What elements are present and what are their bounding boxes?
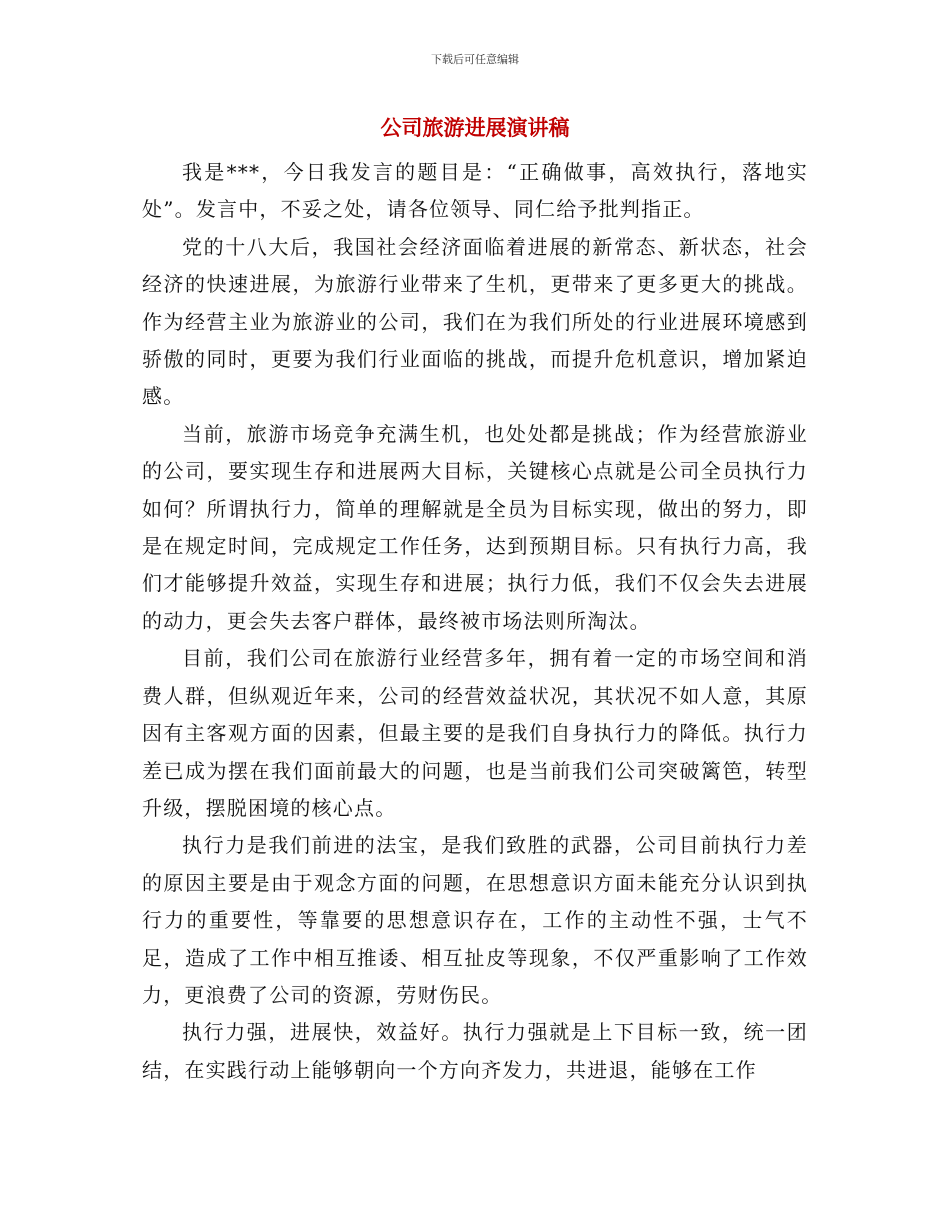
header-note: 下载后可任意编辑 [431,53,519,66]
document-title: 公司旅游进展演讲稿 [380,116,570,140]
paragraph: 我是***，今日我发言的题目是：“正确做事，高效执行，落地实处”。发言中，不妥之处，请各位领导、同仁给予批判指正。 [142,160,808,222]
paragraph: 当前，旅游市场竞争充满生机，也处处都是挑战；作为经营旅游业的公司，要实现生存和进展两大目标，关键核心点就是公司全员执行力如何？所谓执行力，简单的理解就是全员为目标实现，做出的努力，即是在规定时间，完成规定工作任务，达到预期目标。只有执行力高，我们才能够提升效益，实现生存和进展；执行力低，我们不仅会失去进展的动力，更会失去客户群体，最终被市场法则所淘汰。 [142,421,808,633]
paragraph: 党的十八大后，我国社会经济面临着进展的新常态、新状态，社会经济的快速进展，为旅游行业带来了生机，更带来了更多更大的挑战。作为经营主业为旅游业的公司，我们在为我们所处的行业进展环境感到骄傲的同时，更要为我们行业面临的挑战，而提升危机意识，增加紧迫感。 [142,234,808,409]
paragraph: 执行力强，进展快，效益好。执行力强就是上下目标一致，统一团结，在实践行动上能够朝向一个方向齐发力，共进退，能够在工作 [142,1020,808,1082]
document-body [142,154,808,1089]
paragraph: 目前，我们公司在旅游行业经营多年，拥有着一定的市场空间和消费人群，但纵观近年来，公司的经营效益状况，其状况不如人意，其原因有主客观方面的因素，但最主要的是我们自身执行力的降低。执行力差已成为摆在我们面前最大的问题，也是当前我们公司突破篱笆，转型升级，摆脱困境的核心点。 [142,646,808,820]
paragraph: 执行力是我们前进的法宝，是我们致胜的武器，公司目前执行力差的原因主要是由于观念方面的问题，在思想意识方面未能充分认识到执行力的重要性，等靠要的思想意识存在，工作的主动性不强，士气不足，造成了工作中相互推诿、相互扯皮等现象，不仅严重影响了工作效力，更浪费了公司的资源，劳财伤民。 [142,833,808,1007]
